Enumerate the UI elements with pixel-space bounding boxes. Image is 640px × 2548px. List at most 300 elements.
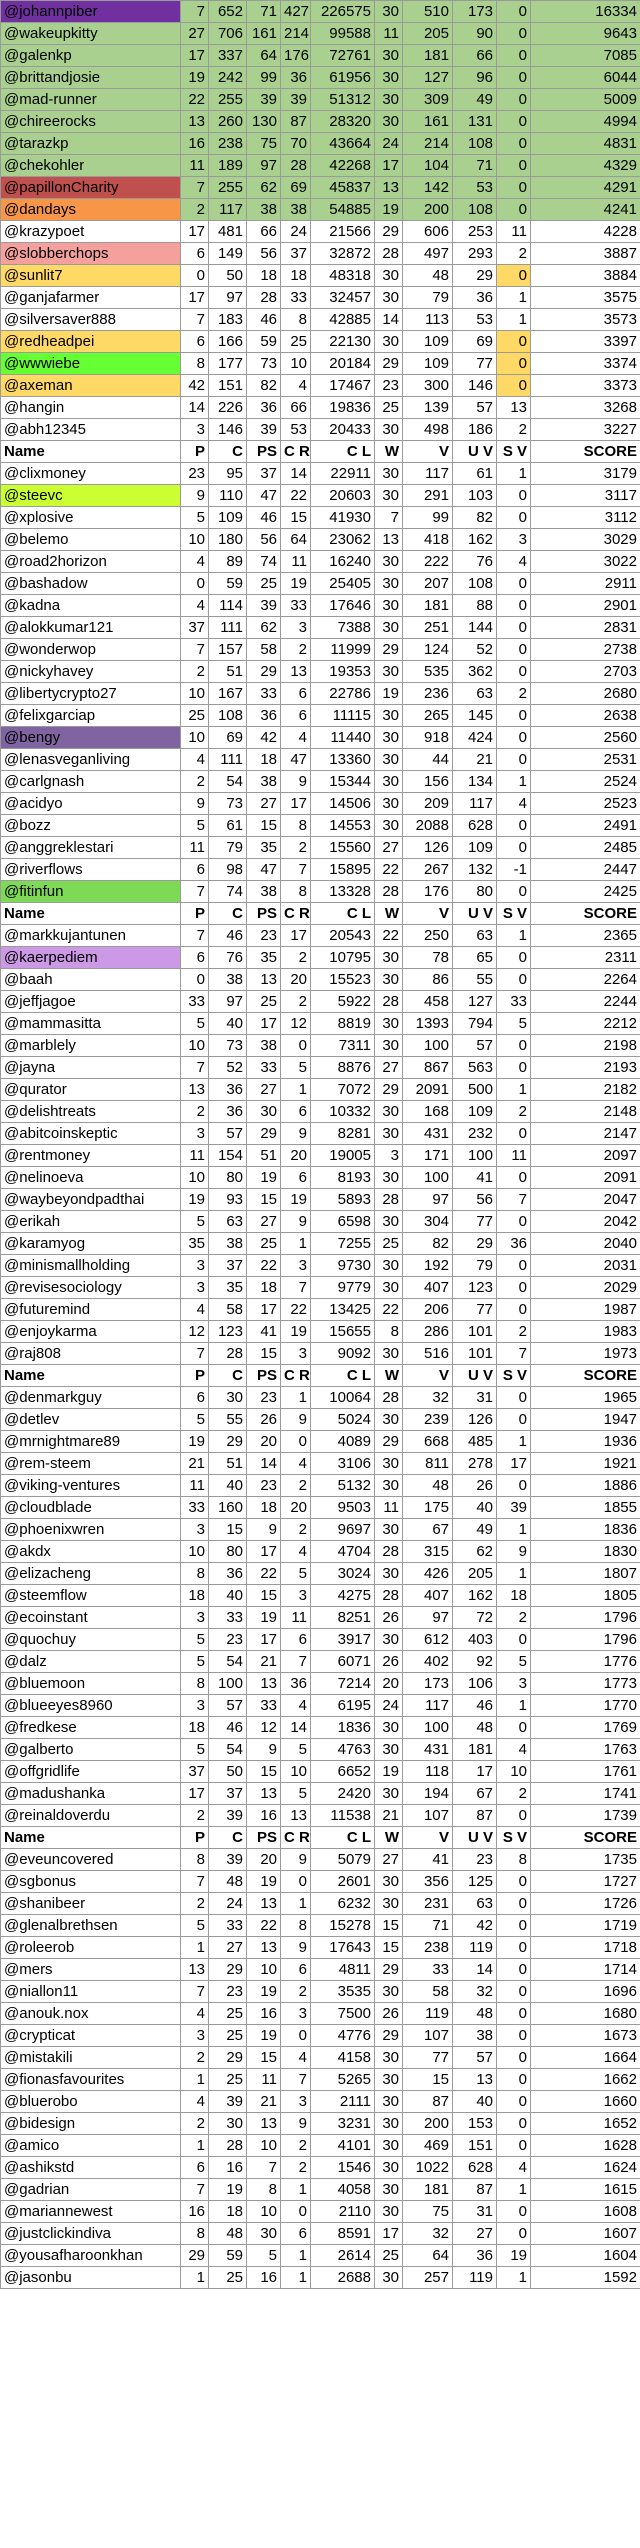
username-cell: @belemo (1, 529, 181, 551)
table-row (1, 1981, 640, 2003)
sv-cell: 0 (497, 45, 531, 67)
cl-cell: 42885 (311, 309, 375, 331)
table-row (1, 1915, 640, 1937)
p-cell: 0 (181, 265, 209, 287)
cl-cell: 8819 (311, 1013, 375, 1035)
sv-cell: 1 (497, 1079, 531, 1101)
w-cell: 29 (375, 1431, 403, 1453)
table-row (1, 1607, 640, 1629)
cr-cell: 4 (281, 727, 311, 749)
sv-cell: 0 (497, 375, 531, 397)
uv-cell: 119 (453, 2267, 497, 2289)
cr-cell: 3 (281, 1255, 311, 1277)
header-cell: C (209, 1365, 247, 1387)
v-cell: 32 (403, 2223, 453, 2245)
w-cell: 17 (375, 155, 403, 177)
table-row (1, 89, 640, 111)
cl-cell: 10795 (311, 947, 375, 969)
c-cell: 46 (209, 925, 247, 947)
cr-cell: 9 (281, 1937, 311, 1959)
cl-cell: 16240 (311, 551, 375, 573)
w-cell: 30 (375, 1, 403, 23)
score-cell: 3573 (531, 309, 640, 331)
uv-cell: 46 (453, 1695, 497, 1717)
table-row (1, 749, 640, 771)
p-cell: 17 (181, 287, 209, 309)
c-cell: 48 (209, 1871, 247, 1893)
table-row (1, 1431, 640, 1453)
table-row (1, 661, 640, 683)
cr-cell: 10 (281, 353, 311, 375)
c-cell: 29 (209, 2047, 247, 2069)
w-cell: 30 (375, 1871, 403, 1893)
sv-cell: 0 (497, 617, 531, 639)
v-cell: 251 (403, 617, 453, 639)
header-cell: U V (453, 1827, 497, 1849)
table-row (1, 2069, 640, 2091)
table-row (1, 1343, 640, 1365)
ps-cell: 10 (247, 2201, 281, 2223)
score-cell: 1652 (531, 2113, 640, 2135)
username-cell: @mrnightmare89 (1, 1431, 181, 1453)
ps-cell: 10 (247, 2135, 281, 2157)
cr-cell: 17 (281, 925, 311, 947)
v-cell: 431 (403, 1739, 453, 1761)
score-cell: 1719 (531, 1915, 640, 1937)
cl-cell: 19005 (311, 1145, 375, 1167)
uv-cell: 181 (453, 1739, 497, 1761)
v-cell: 612 (403, 1629, 453, 1651)
ps-cell: 18 (247, 749, 281, 771)
cl-cell: 99588 (311, 23, 375, 45)
username-cell: @erikah (1, 1211, 181, 1233)
p-cell: 33 (181, 1497, 209, 1519)
cl-cell: 7388 (311, 617, 375, 639)
c-cell: 154 (209, 1145, 247, 1167)
v-cell: 181 (403, 2179, 453, 2201)
table-row (1, 1189, 640, 1211)
score-cell: 1735 (531, 1849, 640, 1871)
v-cell: 156 (403, 771, 453, 793)
v-cell: 118 (403, 1761, 453, 1783)
sv-cell: 0 (497, 881, 531, 903)
v-cell: 97 (403, 1189, 453, 1211)
uv-cell: 173 (453, 1, 497, 23)
uv-cell: 29 (453, 1233, 497, 1255)
sv-cell: 0 (497, 595, 531, 617)
w-cell: 22 (375, 925, 403, 947)
p-cell: 11 (181, 155, 209, 177)
v-cell: 200 (403, 2113, 453, 2135)
ps-cell: 21 (247, 1651, 281, 1673)
v-cell: 267 (403, 859, 453, 881)
table-row (1, 2003, 640, 2025)
username-cell: @abh12345 (1, 419, 181, 441)
cr-cell: 2 (281, 2157, 311, 2179)
uv-cell: 63 (453, 1893, 497, 1915)
p-cell: 35 (181, 1233, 209, 1255)
cr-cell: 19 (281, 1189, 311, 1211)
p-cell: 29 (181, 2245, 209, 2267)
p-cell: 17 (181, 221, 209, 243)
score-cell: 2198 (531, 1035, 640, 1057)
p-cell: 18 (181, 1585, 209, 1607)
c-cell: 481 (209, 221, 247, 243)
w-cell: 30 (375, 45, 403, 67)
username-cell: @slobberchops (1, 243, 181, 265)
c-cell: 25 (209, 2025, 247, 2047)
username-cell: @riverflows (1, 859, 181, 881)
v-cell: 2091 (403, 1079, 453, 1101)
table-row (1, 1717, 640, 1739)
cl-cell: 17467 (311, 375, 375, 397)
score-cell: 1983 (531, 1321, 640, 1343)
score-cell: 2425 (531, 881, 640, 903)
c-cell: 111 (209, 749, 247, 771)
score-cell: 1855 (531, 1497, 640, 1519)
uv-cell: 41 (453, 1167, 497, 1189)
uv-cell: 27 (453, 2223, 497, 2245)
username-cell: @mammasitta (1, 1013, 181, 1035)
username-cell: @xplosive (1, 507, 181, 529)
cl-cell: 20433 (311, 419, 375, 441)
table-row (1, 1783, 640, 1805)
table-row (1, 881, 640, 903)
ps-cell: 13 (247, 1783, 281, 1805)
cl-cell: 4101 (311, 2135, 375, 2157)
p-cell: 2 (181, 661, 209, 683)
cr-cell: 3 (281, 1585, 311, 1607)
uv-cell: 53 (453, 309, 497, 331)
score-cell: 3397 (531, 331, 640, 353)
v-cell: 161 (403, 111, 453, 133)
ps-cell: 10 (247, 1959, 281, 1981)
p-cell: 8 (181, 1673, 209, 1695)
p-cell: 4 (181, 2003, 209, 2025)
c-cell: 110 (209, 485, 247, 507)
uv-cell: 80 (453, 881, 497, 903)
uv-cell: 101 (453, 1321, 497, 1343)
ps-cell: 29 (247, 661, 281, 683)
c-cell: 157 (209, 639, 247, 661)
v-cell: 222 (403, 551, 453, 573)
uv-cell: 96 (453, 67, 497, 89)
score-cell: 2212 (531, 1013, 640, 1035)
p-cell: 14 (181, 397, 209, 419)
w-cell: 30 (375, 265, 403, 287)
ps-cell: 41 (247, 1321, 281, 1343)
table-row (1, 1453, 640, 1475)
c-cell: 24 (209, 1893, 247, 1915)
v-cell: 458 (403, 991, 453, 1013)
header-cell: SCORE (531, 441, 640, 463)
username-cell: @elizacheng (1, 1563, 181, 1585)
username-cell: @chireerocks (1, 111, 181, 133)
table-row (1, 111, 640, 133)
c-cell: 35 (209, 1277, 247, 1299)
cr-cell: 5 (281, 1563, 311, 1585)
username-cell: @redheadpei (1, 331, 181, 353)
w-cell: 30 (375, 1409, 403, 1431)
table-row (1, 925, 640, 947)
w-cell: 29 (375, 639, 403, 661)
c-cell: 51 (209, 1453, 247, 1475)
score-cell: 1947 (531, 1409, 640, 1431)
cr-cell: 38 (281, 199, 311, 221)
uv-cell: 40 (453, 2091, 497, 2113)
username-cell: @lenasveganliving (1, 749, 181, 771)
score-cell: 1769 (531, 1717, 640, 1739)
p-cell: 10 (181, 1541, 209, 1563)
score-cell: 1973 (531, 1343, 640, 1365)
header-row (1, 441, 640, 463)
cl-cell: 23062 (311, 529, 375, 551)
sv-cell: 1 (497, 2267, 531, 2289)
ps-cell: 21 (247, 2091, 281, 2113)
username-cell: @bluerobo (1, 2091, 181, 2113)
username-cell: @jeffjagoe (1, 991, 181, 1013)
c-cell: 100 (209, 1673, 247, 1695)
sv-cell: 18 (497, 1585, 531, 1607)
score-cell: 2831 (531, 617, 640, 639)
c-cell: 54 (209, 771, 247, 793)
cr-cell: 214 (281, 23, 311, 45)
sv-cell: 4 (497, 793, 531, 815)
sv-cell: 0 (497, 2003, 531, 2025)
header-row (1, 903, 640, 925)
c-cell: 18 (209, 2201, 247, 2223)
v-cell: 309 (403, 89, 453, 111)
sv-cell: 0 (497, 1387, 531, 1409)
p-cell: 7 (181, 1871, 209, 1893)
username-cell: @enjoykarma (1, 1321, 181, 1343)
score-cell: 1680 (531, 2003, 640, 2025)
cr-cell: 0 (281, 2201, 311, 2223)
cl-cell: 22786 (311, 683, 375, 705)
v-cell: 265 (403, 705, 453, 727)
score-cell: 3884 (531, 265, 640, 287)
c-cell: 28 (209, 2135, 247, 2157)
cl-cell: 2688 (311, 2267, 375, 2289)
cl-cell: 4811 (311, 1959, 375, 1981)
table-row (1, 1, 640, 23)
table-row (1, 1167, 640, 1189)
v-cell: 109 (403, 331, 453, 353)
uv-cell: 500 (453, 1079, 497, 1101)
table-row (1, 551, 640, 573)
ps-cell: 15 (247, 1343, 281, 1365)
w-cell: 22 (375, 1299, 403, 1321)
table-row (1, 1387, 640, 1409)
sv-cell: 1 (497, 925, 531, 947)
sv-cell: 0 (497, 1057, 531, 1079)
cl-cell: 17643 (311, 1937, 375, 1959)
cl-cell: 22130 (311, 331, 375, 353)
ps-cell: 18 (247, 1497, 281, 1519)
p-cell: 7 (181, 177, 209, 199)
uv-cell: 127 (453, 991, 497, 1013)
cl-cell: 8281 (311, 1123, 375, 1145)
sv-cell: 5 (497, 1013, 531, 1035)
sv-cell: 0 (497, 749, 531, 771)
sv-cell: 0 (497, 2025, 531, 2047)
uv-cell: 126 (453, 1409, 497, 1431)
w-cell: 27 (375, 837, 403, 859)
c-cell: 48 (209, 2223, 247, 2245)
cl-cell: 9503 (311, 1497, 375, 1519)
cr-cell: 3 (281, 2091, 311, 2113)
username-cell: @wonderwop (1, 639, 181, 661)
score-cell: 1662 (531, 2069, 640, 2091)
username-cell: @felixgarciap (1, 705, 181, 727)
username-cell: @acidyo (1, 793, 181, 815)
p-cell: 1 (181, 2135, 209, 2157)
p-cell: 8 (181, 353, 209, 375)
p-cell: 2 (181, 771, 209, 793)
cr-cell: 1 (281, 1233, 311, 1255)
sv-cell: 1 (497, 1519, 531, 1541)
cl-cell: 13328 (311, 881, 375, 903)
uv-cell: 232 (453, 1123, 497, 1145)
username-cell: @bozz (1, 815, 181, 837)
score-cell: 1936 (531, 1431, 640, 1453)
ps-cell: 38 (247, 881, 281, 903)
sv-cell: 7 (497, 1189, 531, 1211)
c-cell: 33 (209, 1915, 247, 1937)
cl-cell: 4704 (311, 1541, 375, 1563)
v-cell: 71 (403, 1915, 453, 1937)
cr-cell: 19 (281, 1321, 311, 1343)
uv-cell: 36 (453, 287, 497, 309)
uv-cell: 119 (453, 1937, 497, 1959)
ps-cell: 47 (247, 485, 281, 507)
cr-cell: 9 (281, 2113, 311, 2135)
v-cell: 113 (403, 309, 453, 331)
w-cell: 15 (375, 1915, 403, 1937)
table-row (1, 1893, 640, 1915)
v-cell: 124 (403, 639, 453, 661)
p-cell: 4 (181, 749, 209, 771)
sv-cell: 0 (497, 1167, 531, 1189)
score-cell: 2680 (531, 683, 640, 705)
w-cell: 28 (375, 881, 403, 903)
username-cell: @glenalbrethsen (1, 1915, 181, 1937)
ps-cell: 25 (247, 991, 281, 1013)
table-row (1, 1849, 640, 1871)
cr-cell: 69 (281, 177, 311, 199)
table-row (1, 2135, 640, 2157)
cr-cell: 37 (281, 243, 311, 265)
username-cell: @ashikstd (1, 2157, 181, 2179)
sv-cell: 11 (497, 221, 531, 243)
w-cell: 27 (375, 1057, 403, 1079)
table-row (1, 331, 640, 353)
score-cell: 4994 (531, 111, 640, 133)
p-cell: 11 (181, 1145, 209, 1167)
username-cell: @markkujantunen (1, 925, 181, 947)
ps-cell: 62 (247, 177, 281, 199)
score-cell: 1987 (531, 1299, 640, 1321)
table-row (1, 375, 640, 397)
w-cell: 30 (375, 705, 403, 727)
cl-cell: 8193 (311, 1167, 375, 1189)
uv-cell: 88 (453, 595, 497, 617)
p-cell: 13 (181, 1079, 209, 1101)
c-cell: 25 (209, 2069, 247, 2091)
uv-cell: 362 (453, 661, 497, 683)
cr-cell: 22 (281, 1299, 311, 1321)
ps-cell: 13 (247, 1937, 281, 1959)
v-cell: 239 (403, 1409, 453, 1431)
header-cell: W (375, 441, 403, 463)
uv-cell: 108 (453, 133, 497, 155)
cl-cell: 7214 (311, 1673, 375, 1695)
c-cell: 93 (209, 1189, 247, 1211)
w-cell: 28 (375, 243, 403, 265)
w-cell: 30 (375, 2135, 403, 2157)
ps-cell: 33 (247, 683, 281, 705)
header-cell: S V (497, 1827, 531, 1849)
cl-cell: 42268 (311, 155, 375, 177)
ps-cell: 74 (247, 551, 281, 573)
cl-cell: 2110 (311, 2201, 375, 2223)
ps-cell: 56 (247, 243, 281, 265)
c-cell: 30 (209, 2113, 247, 2135)
p-cell: 5 (181, 1211, 209, 1233)
score-cell: 1624 (531, 2157, 640, 2179)
p-cell: 19 (181, 1189, 209, 1211)
header-cell: PS (247, 1827, 281, 1849)
cr-cell: 6 (281, 1959, 311, 1981)
cl-cell: 4275 (311, 1585, 375, 1607)
table-row (1, 1145, 640, 1167)
w-cell: 30 (375, 1167, 403, 1189)
c-cell: 183 (209, 309, 247, 331)
score-cell: 2097 (531, 1145, 640, 1167)
header-cell: PS (247, 1365, 281, 1387)
p-cell: 6 (181, 947, 209, 969)
ps-cell: 35 (247, 947, 281, 969)
cl-cell: 4089 (311, 1431, 375, 1453)
ps-cell: 27 (247, 793, 281, 815)
p-cell: 1 (181, 2267, 209, 2289)
sv-cell: 0 (497, 1299, 531, 1321)
p-cell: 3 (181, 1277, 209, 1299)
uv-cell: 14 (453, 1959, 497, 1981)
cl-cell: 4776 (311, 2025, 375, 2047)
uv-cell: 106 (453, 1673, 497, 1695)
username-cell: @brittandjosie (1, 67, 181, 89)
c-cell: 39 (209, 1849, 247, 1871)
uv-cell: 92 (453, 1651, 497, 1673)
cr-cell: 20 (281, 1497, 311, 1519)
uv-cell: 29 (453, 265, 497, 287)
p-cell: 7 (181, 881, 209, 903)
w-cell: 30 (375, 1013, 403, 1035)
table-row (1, 243, 640, 265)
cl-cell: 51312 (311, 89, 375, 111)
ps-cell: 15 (247, 1585, 281, 1607)
username-cell: @wwwiebe (1, 353, 181, 375)
cl-cell: 15895 (311, 859, 375, 881)
uv-cell: 56 (453, 1189, 497, 1211)
score-cell: 1773 (531, 1673, 640, 1695)
p-cell: 21 (181, 1453, 209, 1475)
v-cell: 117 (403, 1695, 453, 1717)
c-cell: 706 (209, 23, 247, 45)
table-row (1, 947, 640, 969)
ps-cell: 161 (247, 23, 281, 45)
